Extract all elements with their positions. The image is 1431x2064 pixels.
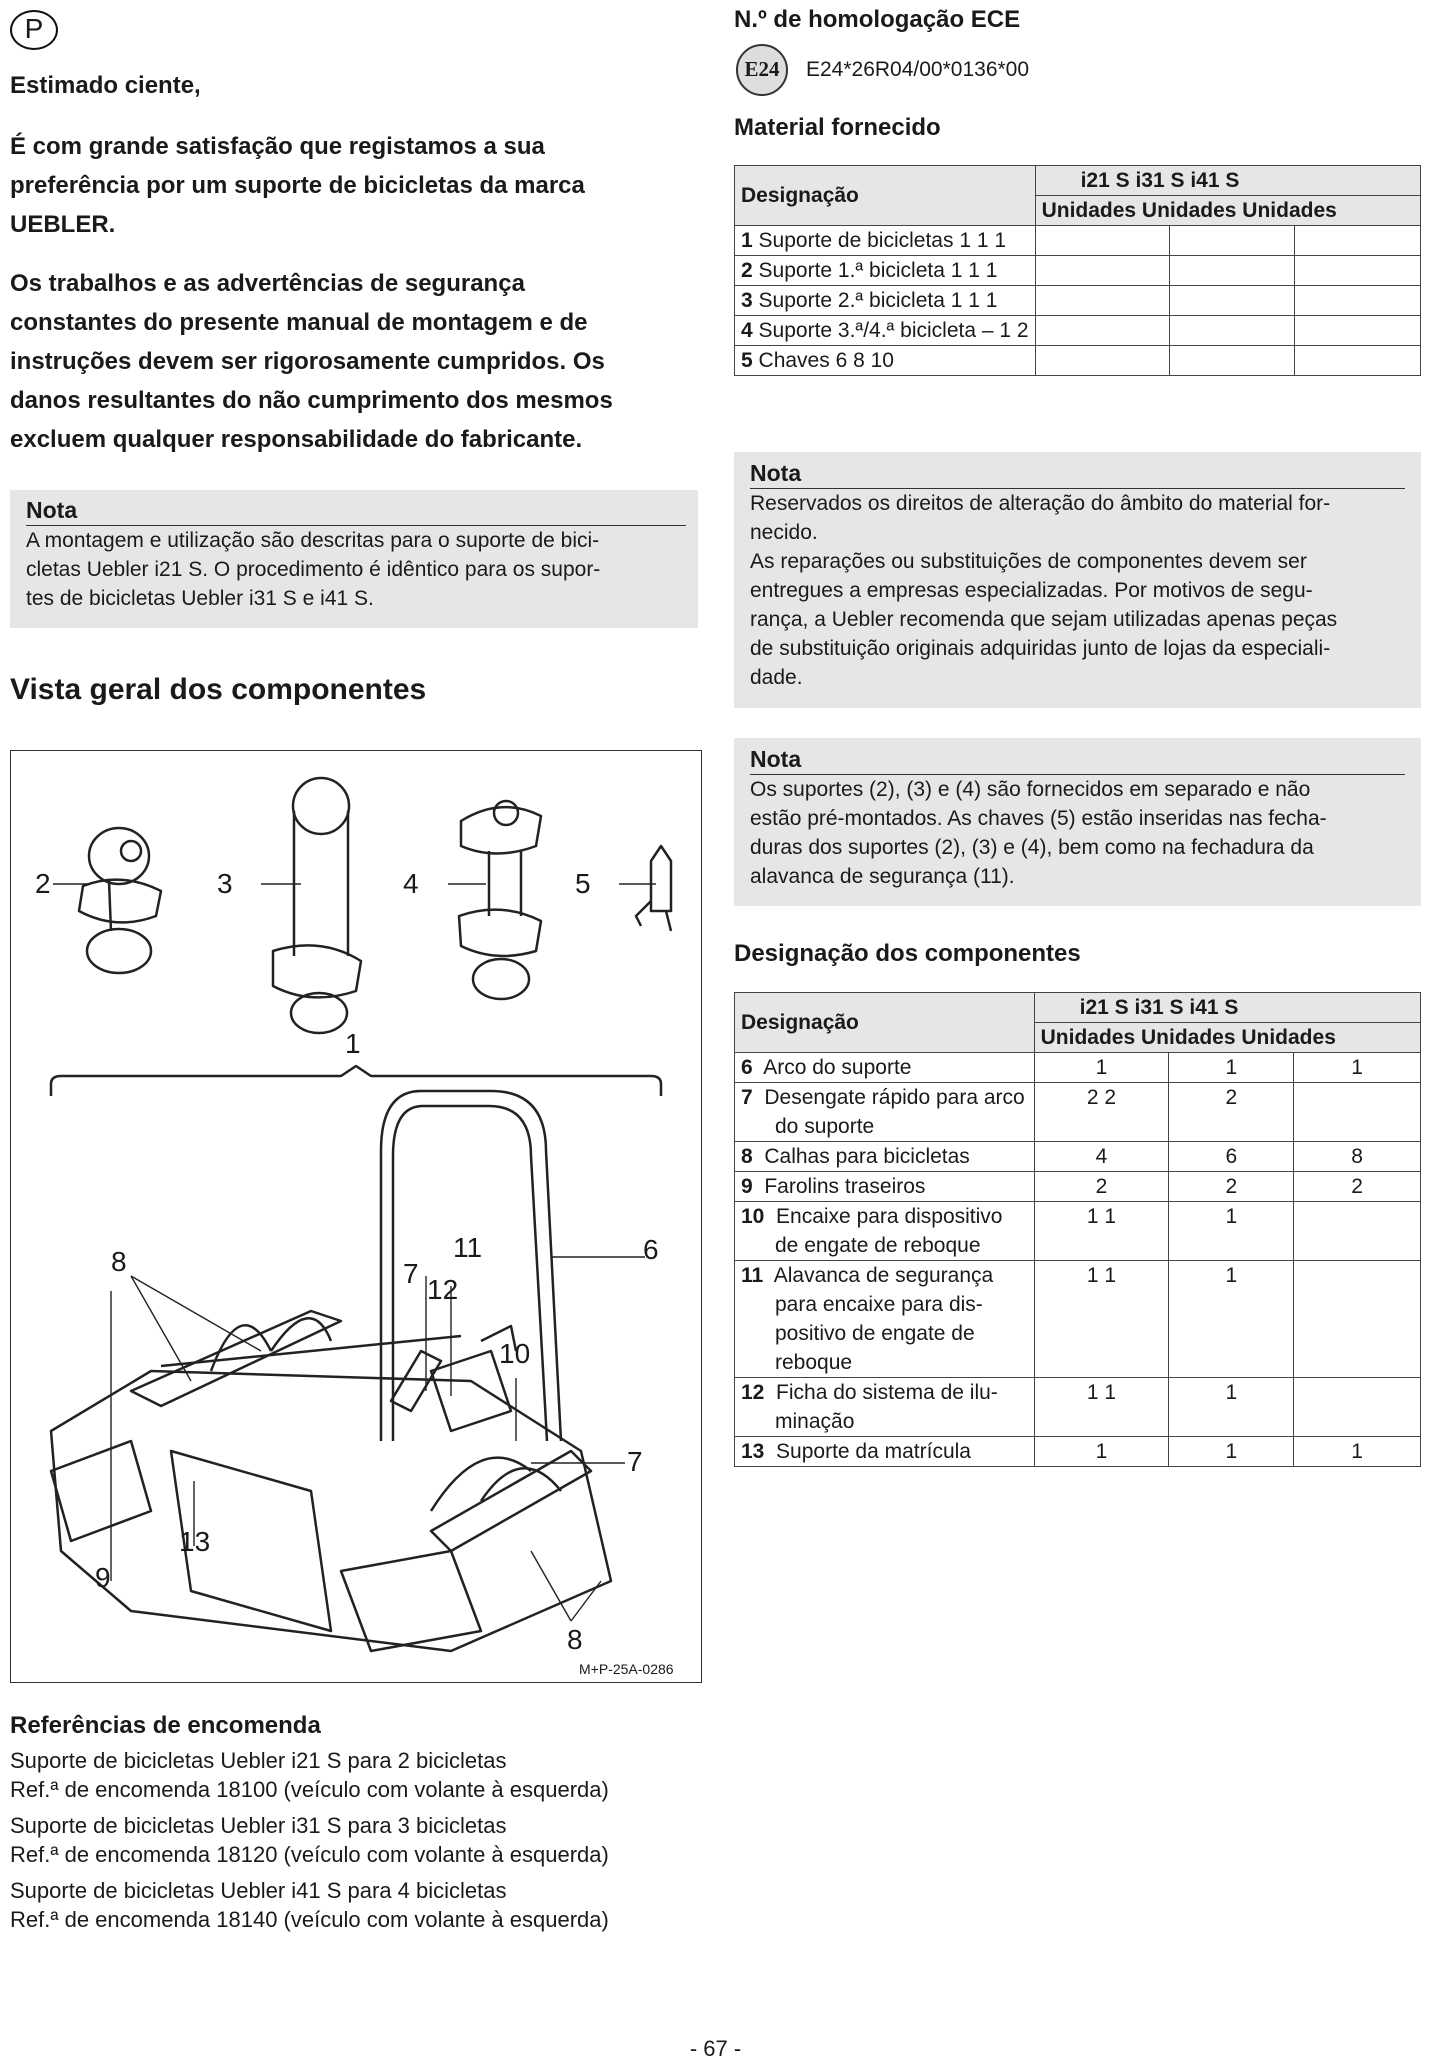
item-number: 6 [741,1056,753,1079]
item-number: 8 [741,1145,753,1168]
qty-i41: 8 [1294,1142,1421,1172]
intro-line: UEBLER. [10,211,116,238]
qty-i41: 1 [1294,1437,1421,1467]
qty-i21: 1 [1034,1437,1169,1467]
item-text: Suporte 3.ª/4.ª bicicleta – 1 2 [758,319,1029,342]
safety-line: instruções devem ser rigorosamente cumpridos. Os [10,348,605,375]
homologation-number: E24*26R04/00*0136*00 [806,58,1030,81]
qty-i31: 1 [1169,1053,1294,1083]
note-line: Reservados os direitos de alteração do âmbito do material for- [750,492,1331,515]
figure-label: 8 [111,1246,127,1277]
item-number: 9 [741,1175,753,1198]
note-line: entregues a empresas especializadas. Por motivos de segu- [750,579,1313,602]
table-row [735,256,1421,286]
item-text: Farolins traseiros [764,1175,926,1198]
component-item [735,1142,1035,1172]
item-text: Ficha do sistema de ilu-minação [775,1381,998,1433]
supplied-designation-header: Designação [735,166,1036,226]
figure-label: 11 [453,1232,483,1263]
item-text: Desengate rápido para arco do suporte [764,1086,1025,1138]
item-number: 13 [741,1440,765,1463]
qty-i41 [1294,1378,1421,1437]
item-text: Suporte 2.ª bicicleta 1 1 1 [758,289,998,312]
note-line: rança, a Uebler recomenda que sejam utilizadas apenas peças [750,608,1338,631]
component-item [735,1437,1035,1467]
figure-label: 10 [499,1338,531,1369]
figure-label: 1 [345,1028,361,1059]
holder-3-drawing [459,801,541,999]
item-text: Suporte 1.ª bicicleta 1 1 1 [758,259,998,282]
qty-i31: 1 [1169,1261,1294,1378]
note-line: Os suportes (2), (3) e (4) são fornecidos em separado e não [750,778,1311,801]
note-line: alavanca de segurança (11). [750,865,1015,888]
salutation: Estimado ciente, [10,72,201,99]
components-models-header: i21 S i31 S i41 S [1034,993,1420,1023]
supplied-item [735,226,1036,256]
qty-i41 [1294,1261,1421,1378]
language-badge: P [10,10,58,50]
supplied-table [734,165,1421,376]
components-table [734,992,1421,1467]
item-number: 4 [741,319,753,342]
figure-label: 9 [95,1562,111,1593]
intro-line: É com grande satisfação que registamos a sua [10,133,545,160]
qty-i31: 6 [1169,1142,1294,1172]
note-line: necido. [750,521,818,544]
item-text: Encaixe para dispositivo de engate de reboque [775,1205,1003,1257]
holder-1-drawing [79,828,161,973]
item-number: 7 [741,1086,753,1109]
item-text: Alavanca de segurança para encaixe para dis-positivo de engate de reboque [773,1264,994,1374]
order-line: Suporte de bicicletas Uebler i21 S para 2 bicicletas [10,1748,507,1773]
supplied-item [735,286,1036,316]
page-number: - 67 - [689,2036,742,2061]
table-row [735,1378,1421,1437]
figure-label: 4 [403,868,419,899]
note-line: de substituição originais adquiridas junto de lojas da especiali- [750,637,1331,660]
figure-label: 7 [403,1258,419,1289]
item-number: 12 [741,1381,765,1404]
qty-i31: 1 [1169,1378,1294,1437]
supplied-item [735,346,1036,376]
qty-i41: 1 [1294,1053,1421,1083]
note-line: tes de bicicletas Uebler i31 S e i41 S. [26,587,374,610]
qty-i21: 1 [1034,1053,1169,1083]
note-title: Nota [750,746,802,772]
qty-i31: 2 [1169,1172,1294,1202]
note-title: Nota [26,497,78,523]
note-box-montagem [10,490,698,628]
supplied-units-header: Unidades Unidades Unidades [1035,196,1420,226]
order-line: Suporte de bicicletas Uebler i31 S para 3 bicicletas [10,1813,507,1838]
keys-drawing [636,846,671,931]
safety-line: constantes do presente manual de montagem e de [10,309,588,336]
note-line: cletas Uebler i21 S. O procedimento é idêntico para os supor- [26,558,601,581]
note-title: Nota [750,460,802,486]
components-figure [10,750,702,1683]
item-text: Calhas para bicicletas [764,1145,970,1168]
orders-list [10,1746,609,1934]
components-units-header: Unidades Unidades Unidades [1034,1023,1420,1053]
note-box-supports [734,738,1421,906]
note-box-material [734,452,1421,708]
item-number: 11 [741,1264,764,1287]
qty-i21: 1 1 [1034,1202,1169,1261]
note-line: A montagem e utilização são descritas para o suporte de bici- [26,529,600,552]
table-row [735,1261,1421,1378]
order-line: Suporte de bicicletas Uebler i41 S para 4 bicicletas [10,1878,507,1903]
component-item [735,1261,1035,1378]
figure-label: 2 [35,868,51,899]
qty-i21: 1 1 [1034,1378,1169,1437]
figure-label: 6 [643,1234,659,1265]
left-rear-light [51,1441,151,1541]
item-number: 10 [741,1205,765,1228]
qty-i21: 2 [1034,1172,1169,1202]
table-row [735,316,1421,346]
component-item [735,1202,1035,1261]
supplied-item [735,316,1036,346]
table-row [735,1053,1421,1083]
qty-i41 [1294,1083,1421,1142]
holder-2-drawing [273,778,361,1033]
bike-rail [431,1451,591,1551]
table-row [735,346,1421,376]
components-heading: Designação dos componentes [734,940,1081,967]
qty-i31: 1 [1169,1437,1294,1467]
note-line: As reparações ou substituições de componentes devem ser [750,550,1307,573]
figure-label: 12 [427,1274,459,1305]
figure-label: 5 [575,868,591,899]
note-line: duras dos suportes (2), (3) e (4), bem como na fechadura da [750,836,1314,859]
figure-code: M+P-25A-0286 [579,1661,674,1677]
qty-i21: 1 1 [1034,1261,1169,1378]
figure-label: 13 [179,1526,211,1557]
figure-label: 3 [217,868,233,899]
safety-line: excluem qualquer responsabilidade do fabricante. [10,426,583,453]
table-row [735,1142,1421,1172]
overview-heading: Vista geral dos componentes [10,673,427,706]
component-item [735,1378,1035,1437]
table-row [735,1172,1421,1202]
qty-i41 [1294,1202,1421,1261]
table-row [735,286,1421,316]
figure-label: 7 [627,1446,643,1477]
homologation-heading: N.º de homologação ECE [734,6,1021,33]
item-text: Arco do suporte [763,1056,912,1079]
order-line: Ref.ª de encomenda 18100 (veículo com volante à esquerda) [10,1777,609,1802]
item-number: 5 [741,349,753,372]
bike-carrier-illustration [11,751,703,1684]
component-item [735,1083,1035,1142]
qty-i21: 2 2 [1034,1083,1169,1142]
item-number: 3 [741,289,753,312]
safety-paragraph [10,264,613,459]
orders-heading: Referências de encomenda [10,1712,321,1739]
carrier-base [51,1371,611,1651]
qty-i41: 2 [1294,1172,1421,1202]
right-rear-light [341,1551,481,1651]
table-row [735,1083,1421,1142]
item-text: Suporte de bicicletas 1 1 1 [758,229,1007,252]
supplied-item [735,256,1036,286]
note-line: estão pré-montados. As chaves (5) estão inseridas nas fecha- [750,807,1327,830]
qty-i21: 4 [1034,1142,1169,1172]
component-item [735,1053,1035,1083]
table-row [735,1437,1421,1467]
table-row [735,1202,1421,1261]
supplied-heading: Material fornecido [734,114,941,141]
item-number: 2 [741,259,753,282]
supplied-models-header: i21 S i31 S i41 S [1035,166,1420,196]
safety-line: danos resultantes do não cumprimento dos mesmos [10,387,613,414]
qty-i31: 1 [1169,1202,1294,1261]
safety-line: Os trabalhos e as advertências de segurança [10,270,525,297]
item-text: Chaves 6 8 10 [758,349,894,372]
component-item [735,1172,1035,1202]
intro-paragraph [10,127,585,244]
e24-mark-icon: E24 [736,44,788,96]
note-line: dade. [750,666,803,689]
table-row [735,226,1421,256]
qty-i31: 2 [1169,1083,1294,1142]
item-text: Suporte da matrícula [776,1440,971,1463]
figure-label: 8 [567,1624,583,1655]
assembly-brace [51,1066,661,1096]
order-line: Ref.ª de encomenda 18120 (veículo com volante à esquerda) [10,1842,609,1867]
item-number: 1 [741,229,753,252]
components-designation-header: Designação [735,993,1035,1053]
intro-line: preferência por um suporte de bicicletas da marca [10,172,585,199]
order-line: Ref.ª de encomenda 18140 (veículo com volante à esquerda) [10,1907,609,1932]
